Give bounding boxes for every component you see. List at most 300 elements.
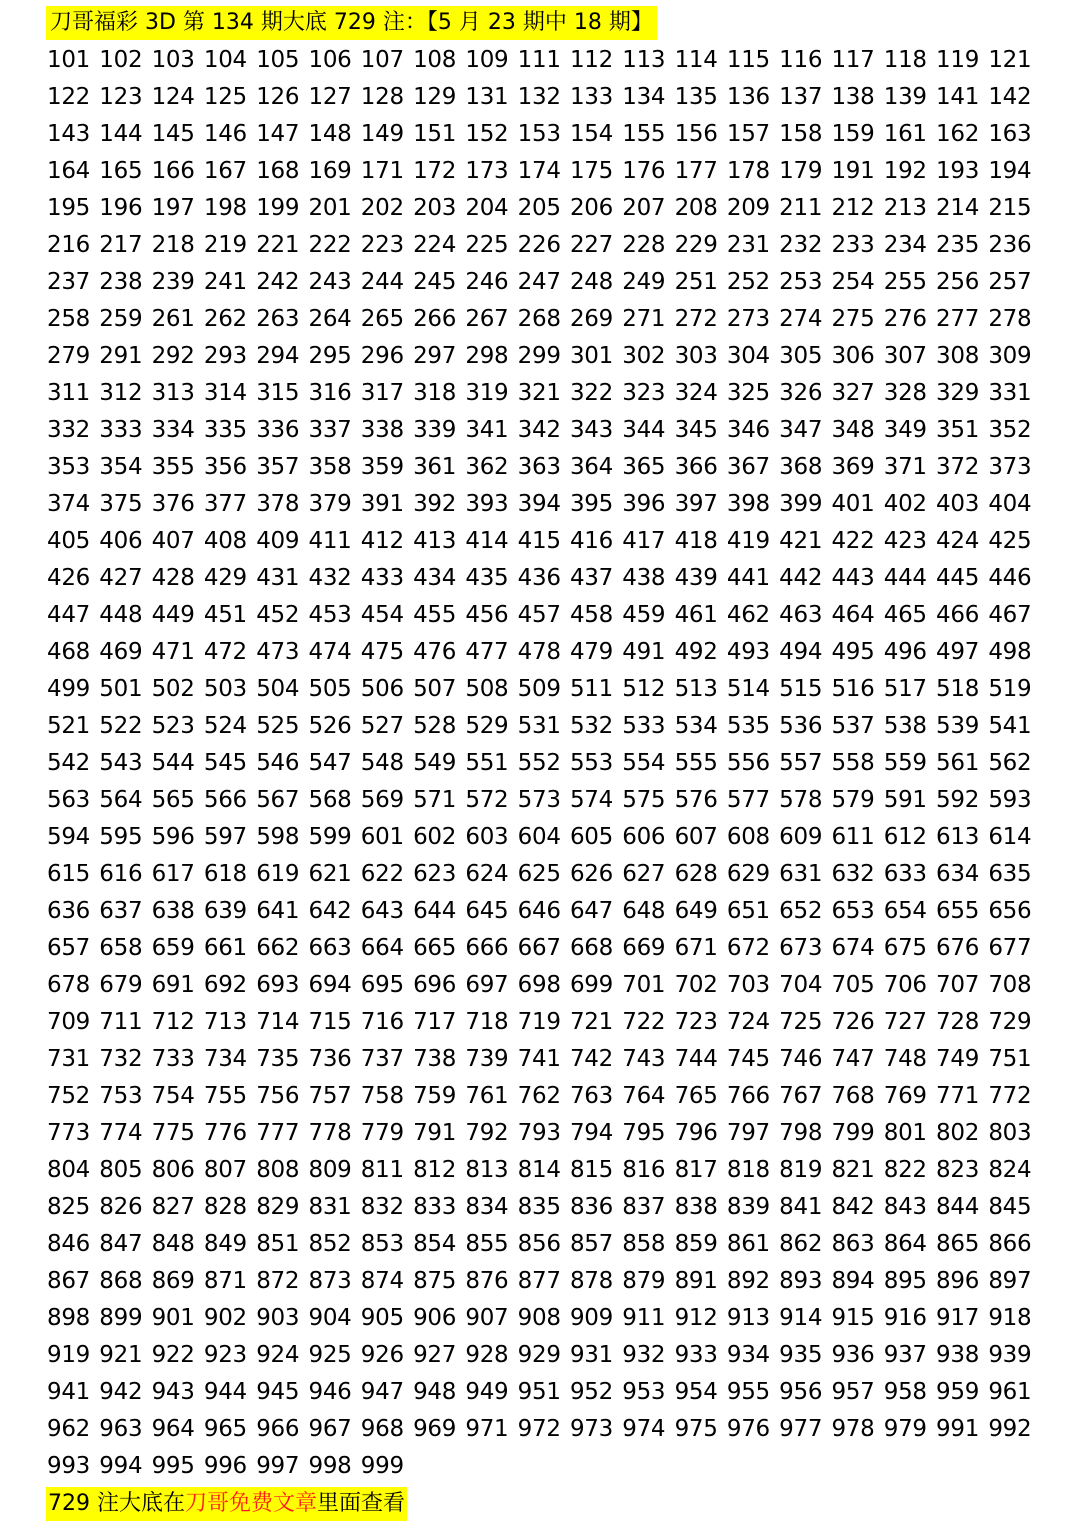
number-item: 821: [831, 1157, 875, 1183]
number-item: 125: [203, 84, 247, 110]
number-item: 429: [203, 565, 247, 591]
number-item: 832: [360, 1194, 404, 1220]
number-item: 324: [674, 380, 718, 406]
number-item: 763: [569, 1083, 613, 1109]
number-item: 676: [936, 935, 980, 961]
number-item: 723: [674, 1009, 718, 1035]
number-item: 212: [831, 195, 875, 221]
number-item: 347: [779, 417, 823, 443]
number-row: [47, 1152, 1037, 1189]
number-item: 345: [674, 417, 718, 443]
number-item: 536: [779, 713, 823, 739]
footer-prefix: 729 注大底在: [48, 1491, 185, 1516]
number-item: 392: [413, 491, 457, 517]
number-item: 591: [883, 787, 927, 813]
number-item: 973: [569, 1416, 613, 1442]
number-item: 279: [47, 343, 90, 369]
number-item: 497: [936, 639, 980, 665]
number-item: 142: [988, 84, 1032, 110]
number-item: 319: [465, 380, 509, 406]
number-item: 101: [47, 47, 90, 73]
number-item: 171: [360, 158, 404, 184]
number-item: 128: [360, 84, 404, 110]
number-item: 578: [779, 787, 823, 813]
number-item: 839: [726, 1194, 770, 1220]
number-item: 666: [465, 935, 509, 961]
number-item: 151: [413, 121, 457, 147]
number-item: 727: [883, 1009, 927, 1035]
number-item: 943: [151, 1379, 195, 1405]
number-item: 148: [308, 121, 352, 147]
number-item: 634: [936, 861, 980, 887]
number-item: 876: [465, 1268, 509, 1294]
number-item: 416: [569, 528, 613, 554]
number-item: 513: [674, 676, 718, 702]
number-item: 147: [256, 121, 300, 147]
number-item: 619: [256, 861, 300, 887]
number-item: 176: [622, 158, 666, 184]
number-item: 812: [413, 1157, 457, 1183]
number-item: 242: [256, 269, 300, 295]
number-item: 246: [465, 269, 509, 295]
number-item: 928: [465, 1342, 509, 1368]
number-row: [47, 412, 1037, 449]
number-item: 844: [936, 1194, 980, 1220]
number-item: 297: [413, 343, 457, 369]
number-item: 964: [151, 1416, 195, 1442]
number-item: 814: [517, 1157, 561, 1183]
number-item: 795: [622, 1120, 666, 1146]
number-item: 491: [622, 639, 666, 665]
number-item: 596: [151, 824, 195, 850]
number-item: 875: [413, 1268, 457, 1294]
number-item: 341: [465, 417, 509, 443]
number-row: [47, 1374, 1037, 1411]
number-item: 161: [883, 121, 927, 147]
number-item: 824: [988, 1157, 1032, 1183]
number-item: 352: [988, 417, 1032, 443]
number-item: 949: [465, 1379, 509, 1405]
number-item: 558: [831, 750, 875, 776]
number-item: 221: [256, 232, 300, 258]
number-item: 725: [779, 1009, 823, 1035]
number-item: 423: [883, 528, 927, 554]
number-item: 811: [360, 1157, 404, 1183]
number-item: 328: [883, 380, 927, 406]
number-item: 954: [674, 1379, 718, 1405]
number-item: 651: [726, 898, 770, 924]
number-item: 609: [779, 824, 823, 850]
number-item: 459: [622, 602, 666, 628]
number-item: 359: [360, 454, 404, 480]
number-item: 146: [203, 121, 247, 147]
number-item: 606: [622, 824, 666, 850]
number-item: 965: [203, 1416, 247, 1442]
number-item: 133: [569, 84, 613, 110]
number-item: 662: [256, 935, 300, 961]
number-item: 996: [203, 1453, 247, 1479]
number-item: 603: [465, 824, 509, 850]
number-item: 411: [308, 528, 352, 554]
number-row: [47, 1300, 1037, 1337]
number-item: 897: [988, 1268, 1032, 1294]
number-item: 737: [360, 1046, 404, 1072]
number-item: 539: [936, 713, 980, 739]
number-item: 432: [308, 565, 352, 591]
number-item: 367: [726, 454, 770, 480]
number-item: 129: [413, 84, 457, 110]
number-row: [47, 227, 1037, 264]
number-item: 374: [47, 491, 90, 517]
number-item: 479: [569, 639, 613, 665]
number-item: 426: [47, 565, 90, 591]
number-item: 848: [151, 1231, 195, 1257]
number-item: 667: [517, 935, 561, 961]
number-item: 726: [831, 1009, 875, 1035]
number-item: 714: [256, 1009, 300, 1035]
number-item: 755: [203, 1083, 247, 1109]
number-item: 574: [569, 787, 613, 813]
number-item: 203: [413, 195, 457, 221]
number-item: 415: [517, 528, 561, 554]
number-item: 306: [831, 343, 875, 369]
number-item: 318: [413, 380, 457, 406]
number-item: 132: [517, 84, 561, 110]
number-item: 222: [308, 232, 352, 258]
number-item: 852: [308, 1231, 352, 1257]
number-item: 762: [517, 1083, 561, 1109]
number-item: 708: [988, 972, 1032, 998]
number-item: 695: [360, 972, 404, 998]
number-item: 396: [622, 491, 666, 517]
number-item: 834: [465, 1194, 509, 1220]
number-item: 553: [569, 750, 613, 776]
number-item: 903: [256, 1305, 300, 1331]
number-item: 736: [308, 1046, 352, 1072]
number-item: 135: [674, 84, 718, 110]
number-item: 335: [203, 417, 247, 443]
number-item: 401: [831, 491, 875, 517]
number-item: 413: [413, 528, 457, 554]
number-item: 833: [413, 1194, 457, 1220]
number-item: 942: [99, 1379, 143, 1405]
number-item: 933: [674, 1342, 718, 1368]
number-item: 642: [308, 898, 352, 924]
number-item: 317: [360, 380, 404, 406]
number-item: 843: [883, 1194, 927, 1220]
number-item: 248: [569, 269, 613, 295]
number-row: [47, 190, 1037, 227]
number-item: 275: [831, 306, 875, 332]
number-item: 866: [988, 1231, 1032, 1257]
number-item: 845: [988, 1194, 1032, 1220]
number-item: 244: [360, 269, 404, 295]
number-item: 149: [360, 121, 404, 147]
number-item: 545: [203, 750, 247, 776]
number-item: 417: [622, 528, 666, 554]
number-item: 358: [308, 454, 352, 480]
number-item: 924: [256, 1342, 300, 1368]
number-item: 757: [308, 1083, 352, 1109]
number-item: 806: [151, 1157, 195, 1183]
number-item: 121: [988, 47, 1032, 73]
number-item: 137: [779, 84, 823, 110]
number-item: 674: [831, 935, 875, 961]
number-item: 371: [883, 454, 927, 480]
number-item: 235: [936, 232, 980, 258]
number-item: 454: [360, 602, 404, 628]
number-item: 493: [726, 639, 770, 665]
number-item: 836: [569, 1194, 613, 1220]
number-item: 561: [936, 750, 980, 776]
number-item: 346: [726, 417, 770, 443]
number-item: 529: [465, 713, 509, 739]
number-item: 332: [47, 417, 90, 443]
number-item: 947: [360, 1379, 404, 1405]
number-item: 209: [726, 195, 770, 221]
number-item: 162: [936, 121, 980, 147]
number-item: 502: [151, 676, 195, 702]
number-item: 877: [517, 1268, 561, 1294]
number-item: 816: [622, 1157, 666, 1183]
number-item: 616: [99, 861, 143, 887]
number-item: 259: [99, 306, 143, 332]
number-item: 208: [674, 195, 718, 221]
number-item: 873: [308, 1268, 352, 1294]
number-item: 325: [726, 380, 770, 406]
number-item: 678: [47, 972, 90, 998]
number-item: 258: [47, 306, 90, 332]
number-row: [47, 42, 1037, 79]
number-item: 109: [465, 47, 509, 73]
number-item: 696: [413, 972, 457, 998]
number-item: 935: [779, 1342, 823, 1368]
number-item: 902: [203, 1305, 247, 1331]
number-row: [47, 671, 1037, 708]
number-item: 145: [151, 121, 195, 147]
number-item: 807: [203, 1157, 247, 1183]
number-item: 972: [517, 1416, 561, 1442]
number-item: 861: [726, 1231, 770, 1257]
number-item: 511: [569, 676, 613, 702]
number-item: 894: [831, 1268, 875, 1294]
number-item: 794: [569, 1120, 613, 1146]
number-item: 851: [256, 1231, 300, 1257]
footer-note: [46, 1487, 407, 1521]
number-item: 108: [413, 47, 457, 73]
number-item: 338: [360, 417, 404, 443]
number-item: 652: [779, 898, 823, 924]
number-item: 233: [831, 232, 875, 258]
number-item: 265: [360, 306, 404, 332]
number-item: 718: [465, 1009, 509, 1035]
number-item: 192: [883, 158, 927, 184]
number-item: 219: [203, 232, 247, 258]
number-item: 975: [674, 1416, 718, 1442]
number-item: 615: [47, 861, 90, 887]
number-item: 772: [988, 1083, 1032, 1109]
number-item: 177: [674, 158, 718, 184]
number-item: 956: [779, 1379, 823, 1405]
number-item: 119: [936, 47, 980, 73]
number-item: 959: [936, 1379, 980, 1405]
number-item: 944: [203, 1379, 247, 1405]
number-item: 296: [360, 343, 404, 369]
number-item: 968: [360, 1416, 404, 1442]
number-item: 257: [988, 269, 1032, 295]
number-item: 639: [203, 898, 247, 924]
number-item: 501: [99, 676, 143, 702]
number-item: 223: [360, 232, 404, 258]
number-item: 595: [99, 824, 143, 850]
number-item: 394: [517, 491, 561, 517]
number-item: 799: [831, 1120, 875, 1146]
number-item: 295: [308, 343, 352, 369]
number-item: 403: [936, 491, 980, 517]
number-item: 342: [517, 417, 561, 443]
number-item: 292: [151, 343, 195, 369]
number-row: [47, 1041, 1037, 1078]
number-item: 705: [831, 972, 875, 998]
number-item: 801: [883, 1120, 927, 1146]
number-item: 576: [674, 787, 718, 813]
number-item: 472: [203, 639, 247, 665]
number-item: 671: [674, 935, 718, 961]
number-item: 566: [203, 787, 247, 813]
number-item: 773: [47, 1120, 90, 1146]
number-item: 742: [569, 1046, 613, 1072]
number-item: 637: [99, 898, 143, 924]
number-item: 239: [151, 269, 195, 295]
number-item: 476: [413, 639, 457, 665]
number-item: 593: [988, 787, 1032, 813]
number-row: [47, 523, 1037, 560]
number-item: 797: [726, 1120, 770, 1146]
number-item: 327: [831, 380, 875, 406]
footer-suffix: 里面查看: [317, 1491, 406, 1516]
number-item: 269: [569, 306, 613, 332]
number-item: 835: [517, 1194, 561, 1220]
number-item: 339: [413, 417, 457, 443]
number-item: 594: [47, 824, 90, 850]
number-item: 828: [203, 1194, 247, 1220]
number-item: 709: [47, 1009, 90, 1035]
number-item: 675: [883, 935, 927, 961]
number-item: 263: [256, 306, 300, 332]
number-item: 122: [47, 84, 90, 110]
number-item: 643: [360, 898, 404, 924]
number-item: 893: [779, 1268, 823, 1294]
number-item: 191: [831, 158, 875, 184]
number-item: 238: [99, 269, 143, 295]
number-item: 117: [831, 47, 875, 73]
number-item: 661: [203, 935, 247, 961]
number-item: 706: [883, 972, 927, 998]
number-item: 998: [308, 1453, 352, 1479]
number-item: 822: [883, 1157, 927, 1183]
number-item: 103: [151, 47, 195, 73]
number-row: [47, 116, 1037, 153]
number-item: 904: [308, 1305, 352, 1331]
number-row: [47, 745, 1037, 782]
number-item: 559: [883, 750, 927, 776]
number-item: 102: [99, 47, 143, 73]
number-item: 431: [256, 565, 300, 591]
number-item: 464: [831, 602, 875, 628]
number-item: 412: [360, 528, 404, 554]
number-row: [47, 338, 1037, 375]
number-row: [47, 264, 1037, 301]
number-item: 939: [988, 1342, 1032, 1368]
number-item: 336: [256, 417, 300, 443]
number-item: 207: [622, 195, 666, 221]
number-item: 141: [936, 84, 980, 110]
number-row: [47, 967, 1037, 1004]
number-item: 761: [465, 1083, 509, 1109]
number-item: 909: [569, 1305, 613, 1331]
number-item: 153: [517, 121, 561, 147]
number-item: 199: [256, 195, 300, 221]
number-item: 733: [151, 1046, 195, 1072]
number-item: 278: [988, 306, 1032, 332]
number-item: 407: [151, 528, 195, 554]
number-item: 691: [151, 972, 195, 998]
number-row: [47, 782, 1037, 819]
number-item: 999: [360, 1453, 404, 1479]
number-item: 554: [622, 750, 666, 776]
number-item: 462: [726, 602, 770, 628]
number-item: 878: [569, 1268, 613, 1294]
number-item: 195: [47, 195, 90, 221]
number-item: 768: [831, 1083, 875, 1109]
number-item: 754: [151, 1083, 195, 1109]
number-item: 869: [151, 1268, 195, 1294]
number-item: 857: [569, 1231, 613, 1257]
number-item: 931: [569, 1342, 613, 1368]
number-item: 872: [256, 1268, 300, 1294]
number-row: [47, 1448, 1037, 1485]
number-item: 592: [936, 787, 980, 813]
number-item: 915: [831, 1305, 875, 1331]
number-item: 144: [99, 121, 143, 147]
number-item: 509: [517, 676, 561, 702]
number-item: 505: [308, 676, 352, 702]
number-item: 349: [883, 417, 927, 443]
number-item: 291: [99, 343, 143, 369]
number-item: 779: [360, 1120, 404, 1146]
article-link[interactable]: 刀哥免费文章: [185, 1491, 318, 1516]
number-item: 525: [256, 713, 300, 739]
number-item: 428: [151, 565, 195, 591]
number-item: 747: [831, 1046, 875, 1072]
number-item: 611: [831, 824, 875, 850]
number-item: 995: [151, 1453, 195, 1479]
number-item: 993: [47, 1453, 90, 1479]
number-item: 448: [99, 602, 143, 628]
number-item: 276: [883, 306, 927, 332]
number-item: 104: [203, 47, 247, 73]
number-item: 731: [47, 1046, 90, 1072]
number-item: 659: [151, 935, 195, 961]
number-item: 348: [831, 417, 875, 443]
number-item: 516: [831, 676, 875, 702]
number-item: 858: [622, 1231, 666, 1257]
number-item: 905: [360, 1305, 404, 1331]
number-row: [47, 708, 1037, 745]
number-item: 891: [674, 1268, 718, 1294]
number-item: 173: [465, 158, 509, 184]
number-item: 366: [674, 454, 718, 480]
